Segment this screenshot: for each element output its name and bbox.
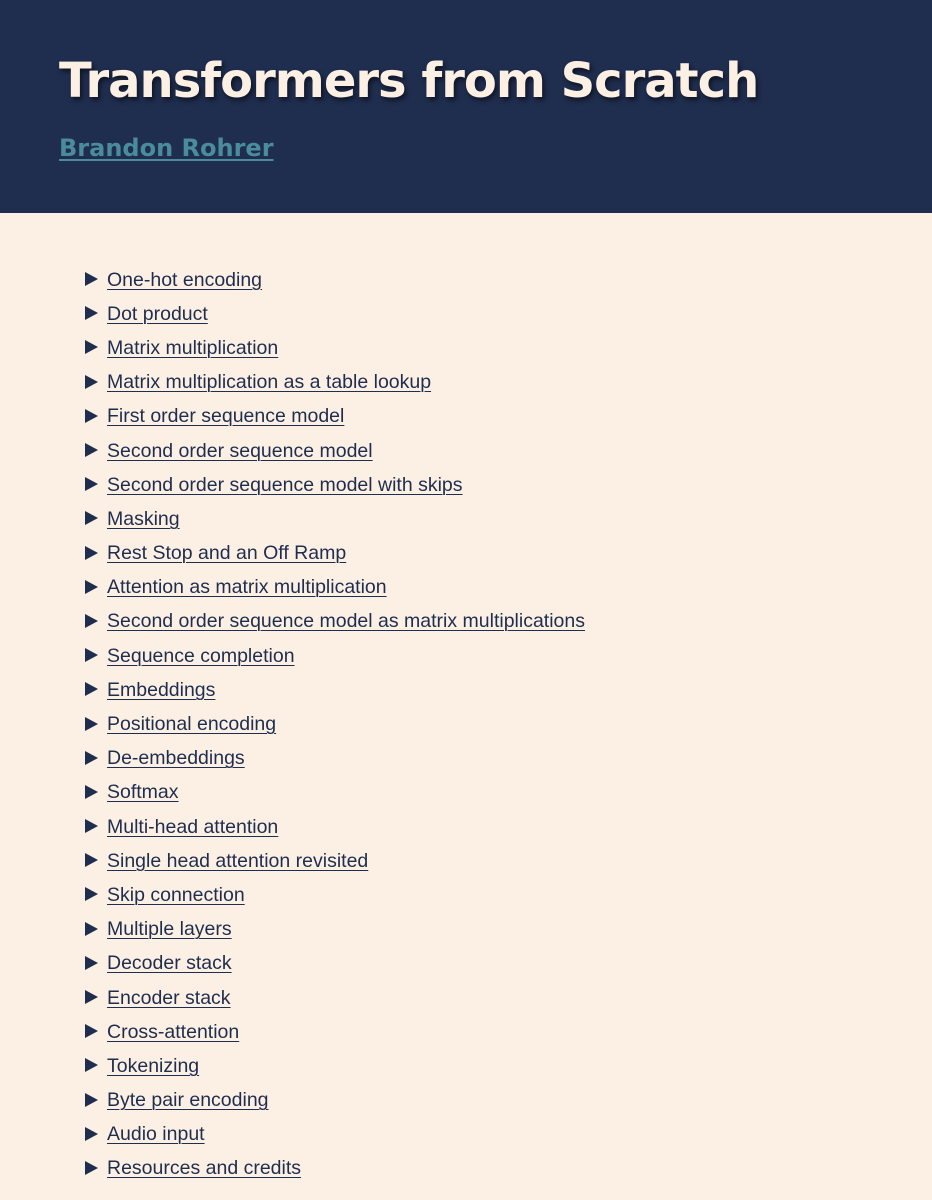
toc-link[interactable]: Multi-head attention xyxy=(107,815,279,838)
disclosure-triangle-icon[interactable] xyxy=(85,819,98,833)
disclosure-triangle-icon[interactable] xyxy=(85,340,98,354)
disclosure-triangle-icon[interactable] xyxy=(85,272,98,286)
toc-item[interactable] xyxy=(85,537,585,571)
disclosure-triangle-icon[interactable] xyxy=(85,477,98,491)
toc-item[interactable] xyxy=(85,742,585,776)
toc-link[interactable]: Skip connection xyxy=(107,883,245,906)
toc-item[interactable] xyxy=(85,400,585,434)
disclosure-triangle-icon[interactable] xyxy=(85,614,98,628)
toc-item[interactable] xyxy=(85,366,585,400)
toc-link[interactable]: Second order sequence model with skips xyxy=(107,473,463,496)
toc-link[interactable]: Softmax xyxy=(107,781,179,804)
disclosure-triangle-icon[interactable] xyxy=(85,375,98,389)
toc-item[interactable] xyxy=(85,571,585,605)
page-header xyxy=(0,0,932,213)
disclosure-triangle-icon[interactable] xyxy=(85,511,98,525)
toc-item[interactable] xyxy=(85,605,585,639)
toc-item[interactable] xyxy=(85,1049,585,1083)
toc-link[interactable]: Cross-attention xyxy=(107,1020,240,1043)
disclosure-triangle-icon[interactable] xyxy=(85,1058,98,1072)
toc-link[interactable]: Rest Stop and an Off Ramp xyxy=(107,542,347,565)
table-of-contents xyxy=(85,263,585,1186)
toc-link[interactable]: Embeddings xyxy=(107,678,216,701)
toc-link[interactable]: One-hot encoding xyxy=(107,268,263,291)
toc-link[interactable]: De-embeddings xyxy=(107,747,245,770)
toc-link[interactable]: Multiple layers xyxy=(107,918,232,941)
page-title: Transformers from Scratch xyxy=(59,53,759,109)
toc-link[interactable]: Decoder stack xyxy=(107,952,232,975)
toc-item[interactable] xyxy=(85,263,585,297)
disclosure-triangle-icon[interactable] xyxy=(85,1093,98,1107)
disclosure-triangle-icon[interactable] xyxy=(85,1024,98,1038)
toc-link[interactable]: Encoder stack xyxy=(107,986,231,1009)
toc-item[interactable] xyxy=(85,297,585,331)
disclosure-triangle-icon[interactable] xyxy=(85,922,98,936)
disclosure-triangle-icon[interactable] xyxy=(85,409,98,423)
toc-item[interactable] xyxy=(85,331,585,365)
disclosure-triangle-icon[interactable] xyxy=(85,443,98,457)
toc-item[interactable] xyxy=(85,878,585,912)
toc-link[interactable]: Matrix multiplication as a table lookup xyxy=(107,371,432,394)
toc-link[interactable]: Masking xyxy=(107,507,180,530)
disclosure-triangle-icon[interactable] xyxy=(85,682,98,696)
disclosure-triangle-icon[interactable] xyxy=(85,1127,98,1141)
disclosure-triangle-icon[interactable] xyxy=(85,785,98,799)
toc-link[interactable]: Byte pair encoding xyxy=(107,1089,269,1112)
toc-link[interactable]: Sequence completion xyxy=(107,644,295,667)
toc-link[interactable]: Tokenizing xyxy=(107,1054,200,1077)
toc-item[interactable] xyxy=(85,673,585,707)
toc-item[interactable] xyxy=(85,502,585,536)
disclosure-triangle-icon[interactable] xyxy=(85,887,98,901)
toc-item[interactable] xyxy=(85,810,585,844)
toc-link[interactable]: Matrix multiplication xyxy=(107,336,279,359)
toc-link[interactable]: Audio input xyxy=(107,1123,205,1146)
toc-item[interactable] xyxy=(85,1152,585,1186)
toc-item[interactable] xyxy=(85,434,585,468)
disclosure-triangle-icon[interactable] xyxy=(85,717,98,731)
toc-item[interactable] xyxy=(85,639,585,673)
toc-item[interactable] xyxy=(85,776,585,810)
toc-item[interactable] xyxy=(85,981,585,1015)
disclosure-triangle-icon[interactable] xyxy=(85,990,98,1004)
toc-link[interactable]: Dot product xyxy=(107,302,208,325)
disclosure-triangle-icon[interactable] xyxy=(85,853,98,867)
toc-link[interactable]: Second order sequence model as matrix multiplications xyxy=(107,610,585,633)
disclosure-triangle-icon[interactable] xyxy=(85,648,98,662)
toc-item[interactable] xyxy=(85,468,585,502)
toc-item[interactable] xyxy=(85,1118,585,1152)
toc-item[interactable] xyxy=(85,707,585,741)
disclosure-triangle-icon[interactable] xyxy=(85,751,98,765)
disclosure-triangle-icon[interactable] xyxy=(85,306,98,320)
toc-item[interactable] xyxy=(85,844,585,878)
toc-link[interactable]: Second order sequence model xyxy=(107,439,373,462)
toc-link[interactable]: Resources and credits xyxy=(107,1157,302,1180)
toc-link[interactable]: Positional encoding xyxy=(107,713,277,736)
toc-item[interactable] xyxy=(85,947,585,981)
toc-link[interactable]: Single head attention revisited xyxy=(107,849,369,872)
disclosure-triangle-icon[interactable] xyxy=(85,580,98,594)
toc-link[interactable]: First order sequence model xyxy=(107,405,345,428)
disclosure-triangle-icon[interactable] xyxy=(85,956,98,970)
author-link[interactable]: Brandon Rohrer xyxy=(59,134,274,162)
disclosure-triangle-icon[interactable] xyxy=(85,546,98,560)
toc-item[interactable] xyxy=(85,1015,585,1049)
toc-item[interactable] xyxy=(85,1084,585,1118)
disclosure-triangle-icon[interactable] xyxy=(85,1161,98,1175)
toc-link[interactable]: Attention as matrix multiplication xyxy=(107,576,387,599)
toc-item[interactable] xyxy=(85,913,585,947)
